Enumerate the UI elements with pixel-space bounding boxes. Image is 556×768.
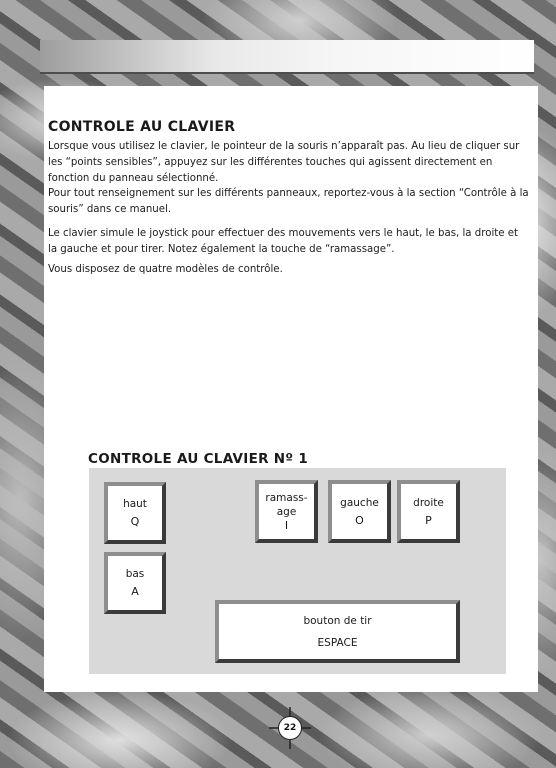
section-title: CONTROLE AU CLAVIER <box>48 119 236 135</box>
key-gauche <box>328 480 391 543</box>
paragraph-4: Vous disposez de quatre modèles de contrôle. <box>48 264 283 275</box>
key-haut-value: Q <box>130 515 140 528</box>
paragraph-3: Le clavier simule le joystick pour effectuer des mouvements vers le haut, le bas, la droite et la gauche et pour tirer. Notez également la touche de “ramassage”. <box>48 228 519 255</box>
page-number-badge <box>269 707 311 749</box>
key-gauche-value: O <box>355 513 364 527</box>
key-ramassage-value: I <box>284 518 289 532</box>
key-haut-label: haut <box>123 498 147 510</box>
key-tir-label: bouton de tir <box>303 614 372 627</box>
key-bas <box>104 552 166 614</box>
content-panel <box>44 86 538 692</box>
key-bouton-de-tir <box>215 600 460 663</box>
key-droite-label: droite <box>413 496 444 509</box>
key-gauche-label: gauche <box>340 496 379 509</box>
key-tir-value: ESPACE <box>317 636 358 649</box>
page-number: 22 <box>278 716 302 740</box>
key-droite-value: P <box>425 513 432 527</box>
header-banner <box>40 40 534 74</box>
key-ramassage <box>255 480 318 543</box>
keyboard-layout-title: CONTROLE AU CLAVIER Nº 1 <box>88 451 309 467</box>
key-bas-value: A <box>131 585 139 598</box>
key-haut <box>104 482 166 544</box>
paragraph-2: Pour tout renseignement sur les différents panneaux, reportez-vous à la section “Contrôle à la souris” dans ce manuel. <box>48 188 529 215</box>
key-ramassage-label-1: ramass- <box>265 491 308 504</box>
paragraph-1: Lorsque vous utilisez le clavier, le pointeur de la souris n’apparaît pas. Au lieu de cliquer sur les “points sensibles”, appuyez sur les différentes touches qui agissent directement en fonction du panneau sélectionné. <box>48 141 520 184</box>
key-droite <box>397 480 460 543</box>
key-ramassage-label-2: age <box>276 505 297 518</box>
key-bas-label: bas <box>125 568 145 580</box>
